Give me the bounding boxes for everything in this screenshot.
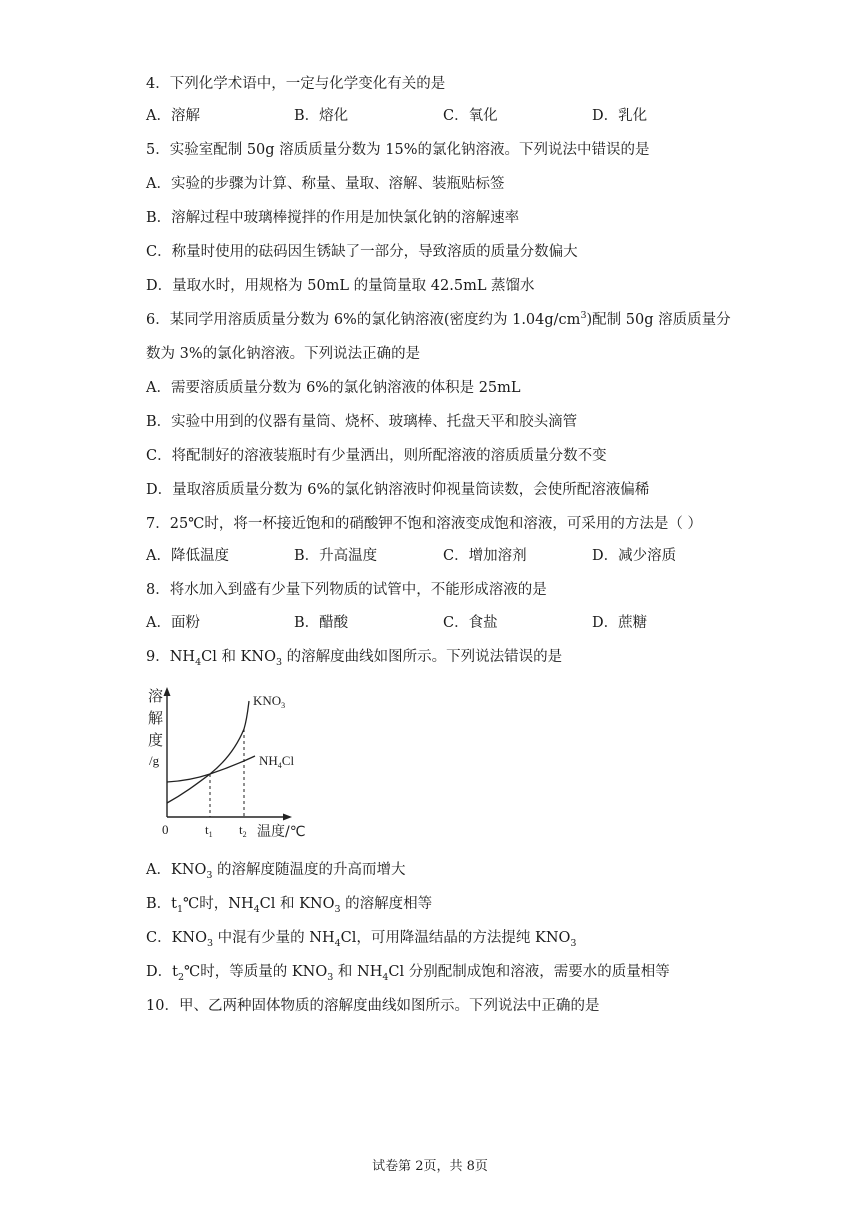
x-tick-t2: $t_2$ [239,822,247,839]
q4-option-b: B．熔化 [294,108,349,124]
y-label-char-1: 溶 [148,687,164,705]
q8-option-c: C．食盐 [443,615,498,631]
q6-option-d: D．量取溶质质量分数为 6%的氯化钠溶液时仰视量筒读数，会使所配溶液偏稀 [146,482,650,498]
q9-option-b: B．$t_1℃$时，$NH_4Cl$ 和 $KNO_3$ 的溶解度相等 [146,896,433,915]
q10-stem: 10．甲、乙两种固体物质的溶解度曲线如图所示。下列说法中正确的是 [146,998,600,1014]
q6-stem: 6．某同学用溶质质量分数为 6%的氯化钠溶液(密度约为 $1.04g/cm^3$)配制 50g 溶质质量分 [146,310,731,328]
q9-option-c: C．$KNO_3$ 中混有少量的 $NH_4Cl$，可用降温结晶的方法提纯 $KNO_3$ [146,930,577,949]
q6-option-a: A．需要溶质质量分数为 6%的氯化钠溶液的体积是 25mL [146,380,521,396]
y-label-unit: /g [149,753,160,768]
x-tick-t1: $t_1$ [205,822,213,839]
kno3-label: $KNO_3$ [253,693,286,710]
q8-stem: 8．将水加入到盛有少量下列物质的试管中，不能形成溶液的是 [146,582,547,598]
q4-option-c: C．氧化 [443,108,498,124]
y-label-char-3: 度 [148,731,164,749]
q4-option-a: A．溶解 [146,108,200,124]
q8-option-b: B．醋酸 [294,615,349,631]
y-label-char-2: 解 [148,709,164,727]
q7-stem: 7．25℃时，将一杯接近饱和的硝酸钾不饱和溶液变成饱和溶液，可采用的方法是（ ） [146,516,703,532]
q6-option-c: C．将配制好的溶液装瓶时有少量洒出，则所配溶液的溶质质量分数不变 [146,448,607,464]
q9-stem: 9．$NH_4Cl$ 和 $KNO_3$ 的溶解度曲线如图所示。下列说法错误的是 [146,649,563,668]
q5-stem: 5．实验室配制 50g 溶质质量分数为 15%的氯化钠溶液。下列说法中错误的是 [146,142,650,158]
q9-option-a: A．$KNO_3$ 的溶解度随温度的升高而增大 [146,862,406,881]
q7-option-b: B．升高温度 [294,548,378,564]
q5-option-a: A．实验的步骤为计算、称量、量取、溶解、装瓶贴标签 [146,176,505,192]
q8-option-a: A．面粉 [146,615,200,631]
q6-stem-line2: 数为 3%的氯化钠溶液。下列说法正确的是 [146,346,421,362]
q4-stem: 4．下列化学术语中，一定与化学变化有关的是 [146,76,446,92]
nh4cl-label: $NH_4Cl$ [259,753,295,770]
x-tick-origin: 0 [162,822,169,837]
x-axis-arrow [283,814,292,821]
q5-option-b: B．溶解过程中玻璃棒搅拌的作用是加快氯化钠的溶解速率 [146,210,520,226]
x-label: 温度/℃ [257,824,306,840]
nh4cl-curve [167,756,255,782]
q5-option-c: C．称量时使用的砝码因生锈缺了一部分，导致溶质的质量分数偏大 [146,244,578,260]
q7-option-d: D．减少溶质 [592,548,677,564]
q5-option-d: D．量取水时，用规格为 50mL 的量筒量取 42.5mL 蒸馏水 [146,278,535,294]
kno3-curve [167,701,249,803]
q8-option-d: D．蔗糖 [592,615,648,631]
page-footer: 试卷第 2页，共 8页 [372,1159,488,1174]
solubility-curve-figure [140,683,320,843]
q7-option-a: A．降低温度 [146,548,229,564]
q9-option-d: D．$t_2℃$时，等质量的 $KNO_3$ 和 $NH_4Cl$ 分别配制成饱和溶液，需要水的质量相等 [146,964,670,983]
q4-option-d: D．乳化 [592,108,648,124]
q6-option-b: B．实验中用到的仪器有量筒、烧杯、玻璃棒、托盘天平和胶头滴管 [146,414,578,430]
y-axis-arrow [164,687,171,696]
q7-option-c: C．增加溶剂 [443,548,527,564]
